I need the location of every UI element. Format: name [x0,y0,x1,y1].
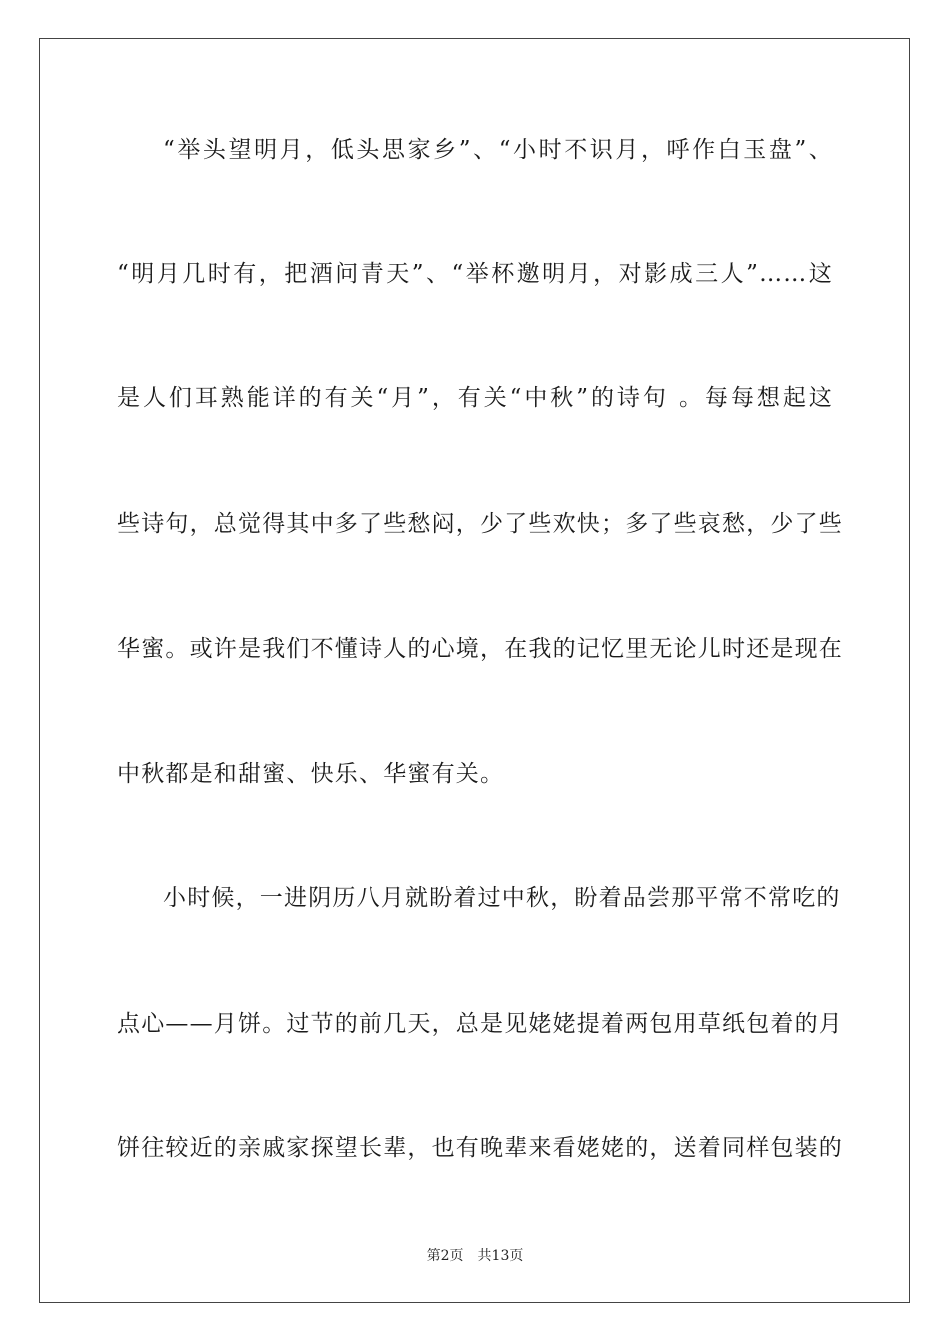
page-border [39,38,910,1303]
paragraph-1-line-2: “明月几时有，把酒问青天”、“举杯邀明月，对影成三人”……这 [117,261,833,287]
paragraph-1-line-1: “举头望明月，低头思家乡”、“小时不识月，呼作白玉盘”、 [163,137,833,163]
paragraph-2-line-1: 小时候，一进阴历八月就盼着过中秋，盼着品尝那平常不常吃的 [163,885,841,911]
paragraph-2-line-2: 点心——月饼。过节的前几天，总是见姥姥提着两包用草纸包着的月 [117,1011,843,1037]
paragraph-2-line-3: 饼往较近的亲戚家探望长辈，也有晚辈来看姥姥的，送着同样包装的 [117,1135,843,1161]
current-page-number: 第2页 [426,1248,464,1264]
paragraph-1-line-3: 是人们耳熟能详的有关“月”，有关“中秋”的诗句 。每每想起这 [117,385,833,411]
page-footer [0,1247,950,1265]
total-pages: 共13页 [477,1248,524,1264]
paragraph-1-line-4: 些诗句，总觉得其中多了些愁闷，少了些欢快；多了些哀愁，少了些 [117,511,843,537]
paragraph-1-line-6: 中秋都是和甜蜜、快乐、华蜜有关。 [117,761,505,787]
paragraph-1-line-5: 华蜜。或许是我们不懂诗人的心境，在我的记忆里无论儿时还是现在 [117,636,843,662]
